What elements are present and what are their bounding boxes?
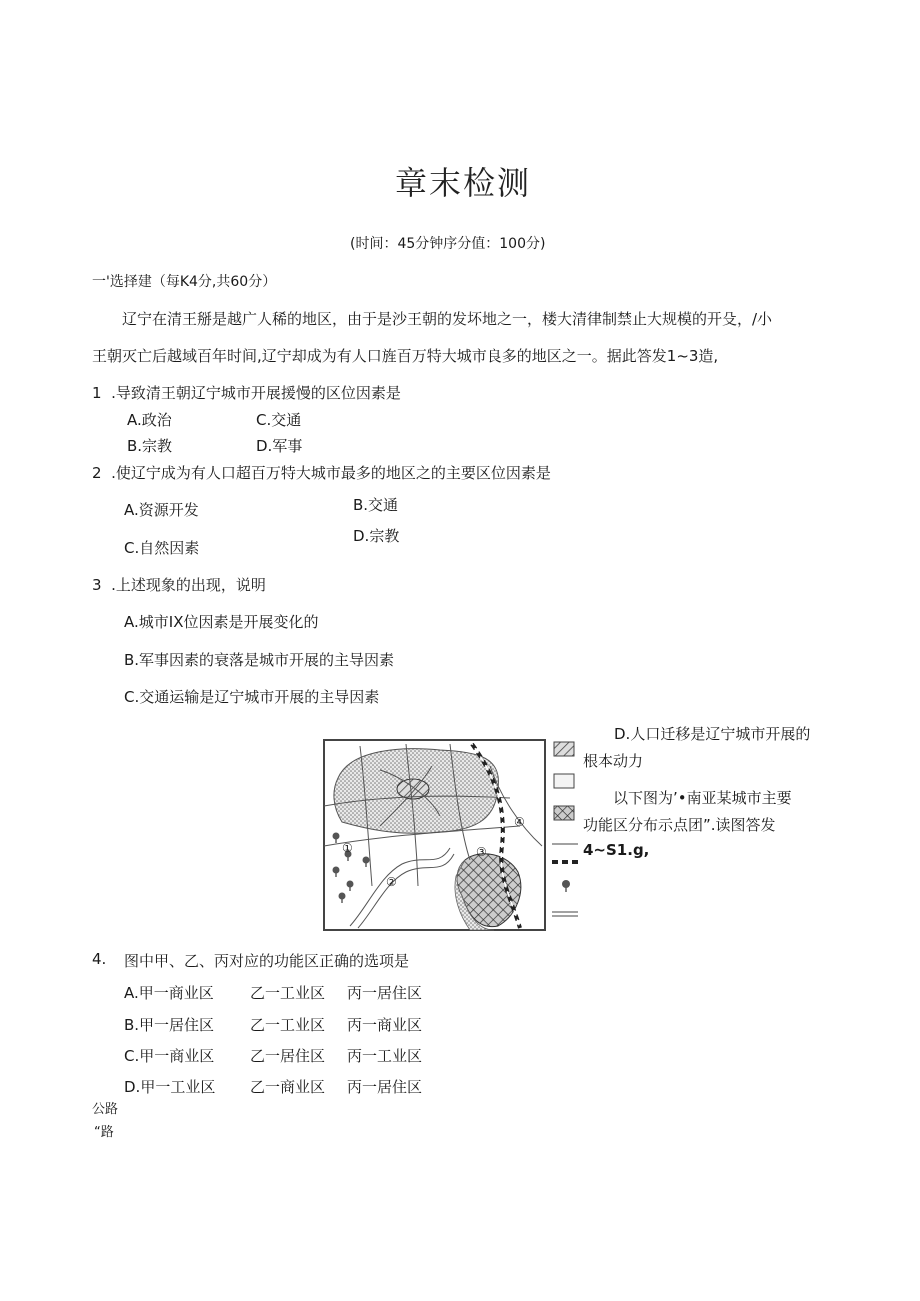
q4-option-a-3: 丙一居住区 xyxy=(347,984,423,1002)
passage-line: 王朝灭亡后越域百年时间,辽宁却成为有人口旌百万特大城市良多的地区之一。据此答发1~3造, xyxy=(92,347,719,365)
label-1: ① xyxy=(342,841,353,855)
question-3-stem: 3 .上述现象的出现，说明 xyxy=(92,576,266,594)
q3-option-d[interactable]: D.人口迁移是辽宁城市开展的 xyxy=(614,725,811,743)
label-2: ② xyxy=(386,875,397,889)
q4-option-a[interactable]: A.甲一商业区 xyxy=(124,984,214,1002)
map-legend xyxy=(552,742,578,916)
q2-option-b[interactable]: B.交通 xyxy=(353,496,399,514)
q4-option-c-3: 丙一工业区 xyxy=(347,1047,423,1065)
question-4-stem: 图中甲、乙、丙对应的功能区正确的选项是 xyxy=(124,952,410,970)
label-3: ③ xyxy=(476,845,487,859)
q1-option-c[interactable]: C.交通 xyxy=(256,411,302,429)
q4-option-b[interactable]: B.甲一居住区 xyxy=(124,1016,215,1034)
q4-option-a-2: 乙一工业区 xyxy=(250,984,326,1002)
passage-line: 辽宁在清王掰是越广人稀的地区，由于是沙王朝的发坏地之一，楼大清律制禁止大规模的开殳，/小 xyxy=(122,310,773,328)
q4-option-d-2: 乙一商业区 xyxy=(250,1078,326,1096)
city-functional-zone-map xyxy=(320,736,582,934)
q2-option-d[interactable]: D.宗教 xyxy=(353,527,400,545)
section-heading: 一'选择建（每K4分,共60分） xyxy=(92,274,277,290)
question-4-number: 4. xyxy=(92,950,107,968)
page-title: 章末检测 xyxy=(395,164,532,202)
q1-option-d[interactable]: D.军事 xyxy=(256,437,303,455)
q4-option-b-2: 乙一工业区 xyxy=(250,1016,326,1034)
q2-option-a[interactable]: A.资源开发 xyxy=(124,501,199,519)
question-2-stem: 2 .使辽宁成为有人口超百万特大城市最多的地区之的主要区位因素是 xyxy=(92,464,551,482)
q4-option-b-3: 丙一商业区 xyxy=(347,1016,423,1034)
q2-option-c[interactable]: C.自然因素 xyxy=(124,539,200,557)
q4-option-c[interactable]: C.甲一商业区 xyxy=(124,1047,215,1065)
passage2-line: 4~S1.g, xyxy=(583,841,650,859)
legend-road-label: 公路 xyxy=(92,1102,119,1117)
exam-info: (时间：45分钟序分值：100分) xyxy=(350,236,546,252)
q3-option-b[interactable]: B.军事因素的衰落是城市开展的主导因素 xyxy=(124,651,395,669)
question-1-stem: 1 .导致清王朝辽宁城市开展援慢的区位因素是 xyxy=(92,384,401,402)
label-4: ④ xyxy=(514,815,525,829)
q3-option-c[interactable]: C.交通运输是辽宁城市开展的主导因素 xyxy=(124,688,380,706)
q3-option-d-cont: 根本动力 xyxy=(583,752,644,770)
legend-rail-label: “路 xyxy=(94,1125,114,1140)
q4-option-c-2: 乙一居住区 xyxy=(250,1047,326,1065)
q3-option-a[interactable]: A.城市IX位因素是开展变化的 xyxy=(124,613,319,631)
q4-option-d[interactable]: D.甲一工业区 xyxy=(124,1078,216,1096)
q1-option-b[interactable]: B.宗教 xyxy=(127,437,173,455)
passage2-line: 功能区分布示点团”.读图答发 xyxy=(583,816,776,834)
passage2-line: 以下图为’•南亚某城市主要 xyxy=(613,789,792,807)
q1-option-a[interactable]: A.政治 xyxy=(127,411,172,429)
q4-option-d-3: 丙一居住区 xyxy=(347,1078,423,1096)
